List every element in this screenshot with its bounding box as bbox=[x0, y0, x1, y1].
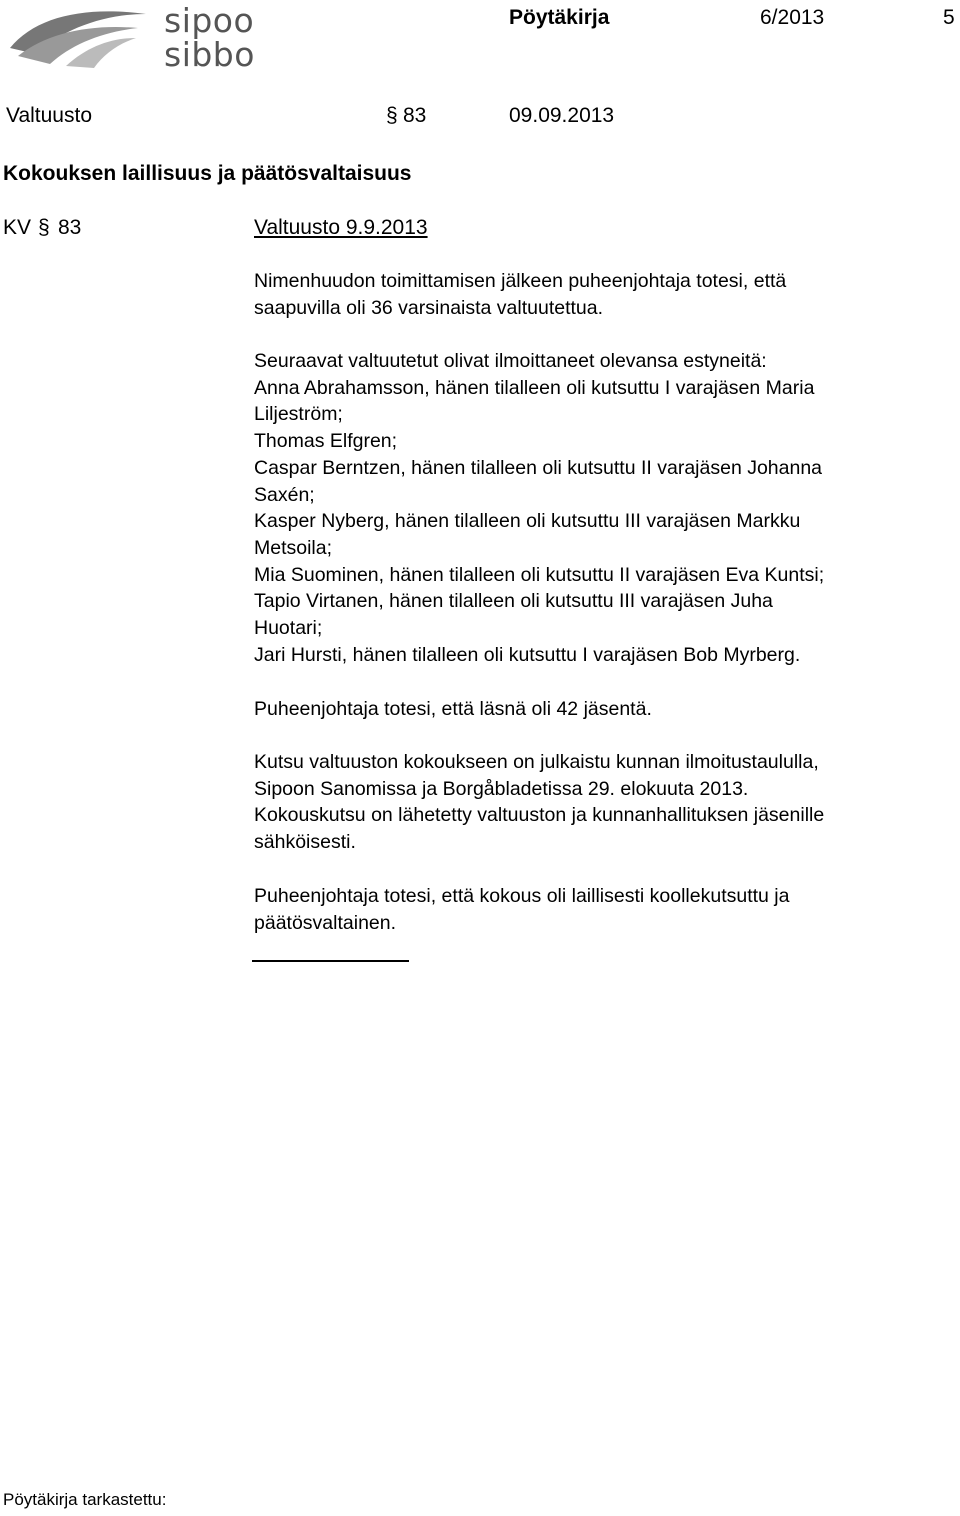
text-line: Nimenhuudon toimittamisen jälkeen puheenjohtaja totesi, että bbox=[254, 270, 787, 292]
text-line: Puheenjohtaja totesi, että kokous oli laillisesti koollekutsuttu ja bbox=[254, 885, 790, 907]
text-line: saapuvilla oli 36 varsinaista valtuutettua. bbox=[254, 296, 604, 319]
text-line: Thomas Elfgren; bbox=[254, 430, 398, 453]
text-line: Kutsu valtuuston kokoukseen on julkaistu kunnan ilmoitustaululla, bbox=[254, 751, 819, 773]
page-number: 5 bbox=[943, 6, 955, 29]
section-number: 83 bbox=[403, 104, 427, 127]
text-line: Seuraavat valtuutetut olivat ilmoittaneet olevansa estyneitä: bbox=[254, 350, 767, 372]
text-line: Caspar Berntzen, hänen tilalleen oli kutsuttu II varajäsen Johanna bbox=[254, 456, 823, 479]
text-line: sähköisesti. bbox=[254, 831, 356, 854]
text-line: Metsoila; bbox=[254, 536, 333, 559]
paragraph-invitation bbox=[254, 749, 954, 856]
paragraph-roll-call bbox=[254, 268, 954, 321]
paragraph-attendance bbox=[254, 696, 954, 723]
text-line: Huotari; bbox=[254, 617, 323, 640]
ref-symbol: § bbox=[38, 216, 50, 239]
swoosh-logo-icon bbox=[6, 2, 156, 72]
doc-number: 6/2013 bbox=[760, 6, 825, 29]
text-line: Anna Abrahamsson, hänen tilalleen oli kutsuttu I varajäsen Maria bbox=[254, 376, 815, 399]
text-line: Puheenjohtaja totesi, että läsnä oli 42 jäsentä. bbox=[254, 698, 652, 720]
text-line: Liljeström; bbox=[254, 403, 343, 426]
ref-meeting-link: Valtuusto 9.9.2013 bbox=[254, 216, 428, 239]
item-title: Kokouksen laillisuus ja päätösvaltaisuus bbox=[3, 162, 412, 185]
separator-line bbox=[252, 960, 409, 962]
doc-type: Pöytäkirja bbox=[509, 6, 610, 29]
text-line: Saxén; bbox=[254, 483, 315, 506]
text-line: Kasper Nyberg, hänen tilalleen oli kutsuttu III varajäsen Markku bbox=[254, 510, 801, 533]
section-symbol: § bbox=[386, 104, 398, 127]
footer-reviewed-label: Pöytäkirja tarkastettu: bbox=[3, 1490, 167, 1509]
text-line: Jari Hursti, hänen tilalleen oli kutsuttu I varajäsen Bob Myrberg. bbox=[254, 643, 801, 666]
text-line: Sipoon Sanomissa ja Borgåbladetissa 29. elokuuta 2013. bbox=[254, 777, 749, 800]
ref-number: 83 bbox=[58, 216, 82, 239]
paragraph-absentees bbox=[254, 348, 954, 668]
text-line: päätösvaltainen. bbox=[254, 911, 397, 934]
logo-text-sipoo: sipoo bbox=[164, 1, 255, 40]
text-line: Kokouskutsu on lähetetty valtuuston ja kunnanhallituksen jäsenille bbox=[254, 804, 825, 827]
logo-text-sibbo: sibbo bbox=[164, 35, 255, 74]
meeting-body: Valtuusto bbox=[6, 104, 92, 127]
text-line: Tapio Virtanen, hänen tilalleen oli kutsuttu III varajäsen Juha bbox=[254, 590, 773, 613]
sipoo-logo bbox=[6, 2, 256, 72]
text-line: Mia Suominen, hänen tilalleen oli kutsuttu II varajäsen Eva Kuntsi; bbox=[254, 563, 825, 586]
paragraph-decision bbox=[254, 883, 954, 936]
meeting-date: 09.09.2013 bbox=[509, 104, 615, 127]
ref-label: KV bbox=[3, 216, 32, 239]
